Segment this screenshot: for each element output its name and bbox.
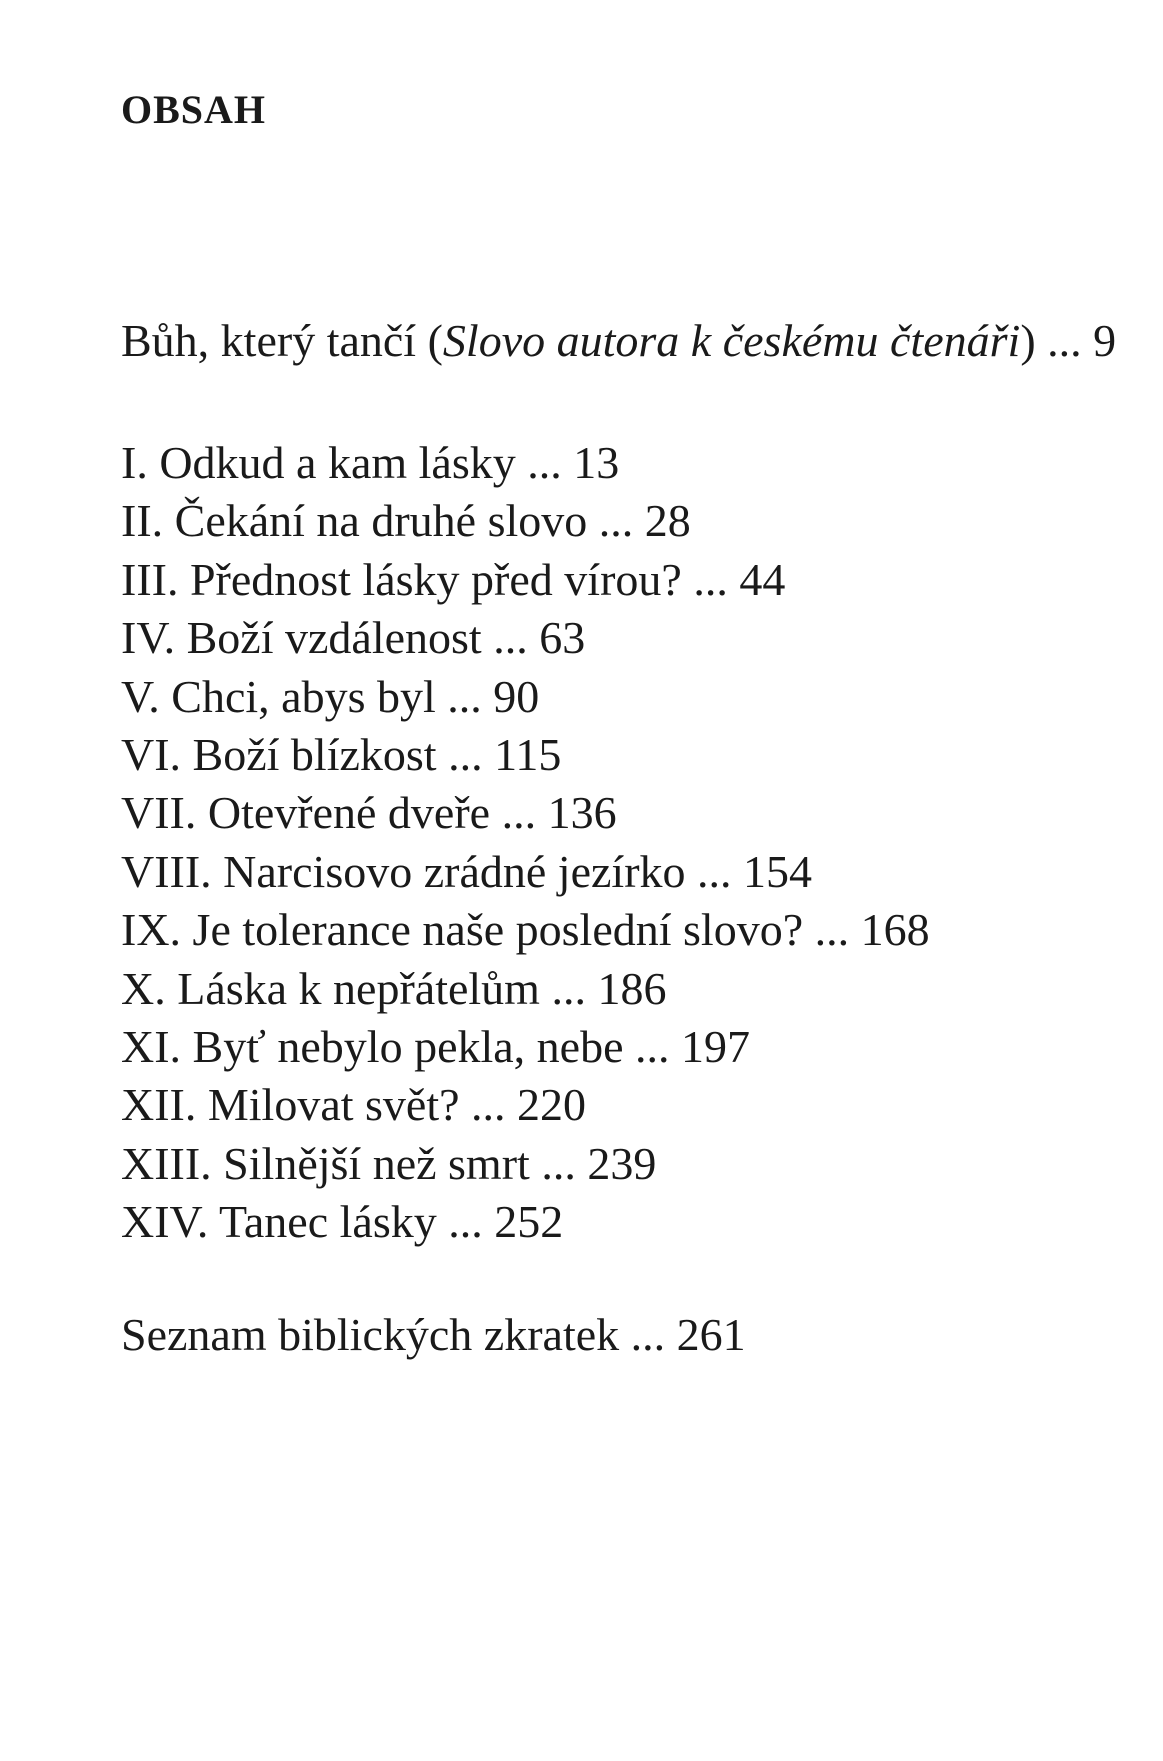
toc-page-number: 44 <box>739 553 786 605</box>
toc-page-number: 252 <box>494 1196 564 1248</box>
toc-chapter-title: V. Chci, abys byl <box>121 670 436 722</box>
toc-page-number: 136 <box>547 787 617 839</box>
toc-chapter-title: I. Odkud a kam lásky <box>121 437 516 488</box>
toc-page-number: 9 <box>1093 315 1117 366</box>
toc-chapter-entry <box>121 845 930 907</box>
toc-page-number: 186 <box>597 962 667 1014</box>
toc-chapter-title: IV. Boží vzdálenost <box>121 612 482 664</box>
toc-intro-paren-open: ( <box>416 315 443 366</box>
toc-leader-dots: ... <box>587 495 645 547</box>
toc-page-number: 63 <box>539 612 586 664</box>
toc-leader-dots: ... <box>481 612 540 664</box>
toc-leader-dots: ... <box>619 1309 677 1360</box>
toc-chapter-title: XII. Milovat svět? <box>121 1079 460 1131</box>
toc-chapter-entry <box>121 670 930 732</box>
toc-chapter-title: III. Přednost lásky před vírou? <box>121 553 682 605</box>
toc-leader-dots: ... <box>529 1137 588 1189</box>
toc-page-number: 13 <box>573 437 620 488</box>
toc-appendix-title: Seznam biblických zkratek <box>121 1309 620 1360</box>
toc-appendix-entry <box>121 1309 746 1360</box>
toc-chapter-entry <box>121 904 930 965</box>
toc-chapter-title: XIV. Tanec lásky <box>121 1196 437 1248</box>
toc-chapter-title: XI. Byť nebylo pekla, nebe <box>121 1020 624 1072</box>
toc-chapter-entry <box>121 1137 930 1199</box>
toc-chapter-entry <box>121 495 930 556</box>
toc-leader-dots: ... <box>436 728 495 780</box>
toc-chapter-entry <box>121 962 930 1024</box>
toc-intro-entry <box>121 315 1117 366</box>
toc-leader-dots: ... <box>435 670 494 722</box>
toc-page-number: 168 <box>860 904 930 956</box>
toc-chapter-title: VIII. Narcisovo zrádné jezírko <box>121 845 686 897</box>
toc-page-number: 220 <box>517 1079 587 1131</box>
toc-chapter-entry <box>121 728 930 790</box>
toc-intro-title: Bůh, který tančí <box>121 315 417 366</box>
toc-leader-dots: ... <box>539 962 598 1014</box>
page-title: OBSAH <box>121 87 267 132</box>
toc-chapter-title: IX. Je tolerance naše poslední slovo? <box>121 904 804 956</box>
toc-intro-subtitle: Slovo autora k českému čtenáři <box>442 315 1021 366</box>
toc-chapter-entry <box>121 1079 930 1140</box>
toc-leader-dots: ... <box>803 904 861 956</box>
toc-page-number: 90 <box>493 670 540 722</box>
toc-chapter-title: VI. Boží blízkost <box>121 728 437 780</box>
toc-leader-dots: ... <box>490 787 548 839</box>
toc-chapter-entry <box>121 1196 930 1257</box>
toc-page-number: 28 <box>644 495 691 547</box>
toc-page-number: 115 <box>494 728 562 780</box>
toc-chapter-entry <box>121 553 930 615</box>
toc-page-number: 239 <box>587 1137 657 1189</box>
toc-chapter-list <box>121 437 930 1257</box>
toc-leader-dots: ... <box>681 553 740 605</box>
toc-chapter-title: XIII. Silnější než smrt <box>121 1137 530 1189</box>
toc-leader-dots: ... <box>436 1196 495 1248</box>
toc-chapter-entry <box>121 437 930 498</box>
toc-chapter-entry <box>121 1020 930 1082</box>
toc-page-number: 197 <box>681 1020 751 1072</box>
toc-chapter-title: II. Čekání na druhé slovo <box>121 495 588 547</box>
toc-chapter-entry <box>121 612 930 673</box>
toc-leader-dots: ... <box>459 1079 518 1131</box>
toc-chapter-entry <box>121 787 930 848</box>
toc-intro-paren-close: ) <box>1020 315 1036 366</box>
toc-page-number: 154 <box>743 845 813 897</box>
toc-chapter-title: VII. Otevřené dveře <box>121 787 491 839</box>
toc-leader-dots: ... <box>623 1020 682 1072</box>
toc-page-number: 261 <box>676 1309 746 1360</box>
toc-chapter-title: X. Láska k nepřátelům <box>121 962 540 1014</box>
toc-leader-dots: ... <box>1035 315 1094 366</box>
toc-leader-dots: ... <box>515 437 574 488</box>
toc-leader-dots: ... <box>685 845 744 897</box>
